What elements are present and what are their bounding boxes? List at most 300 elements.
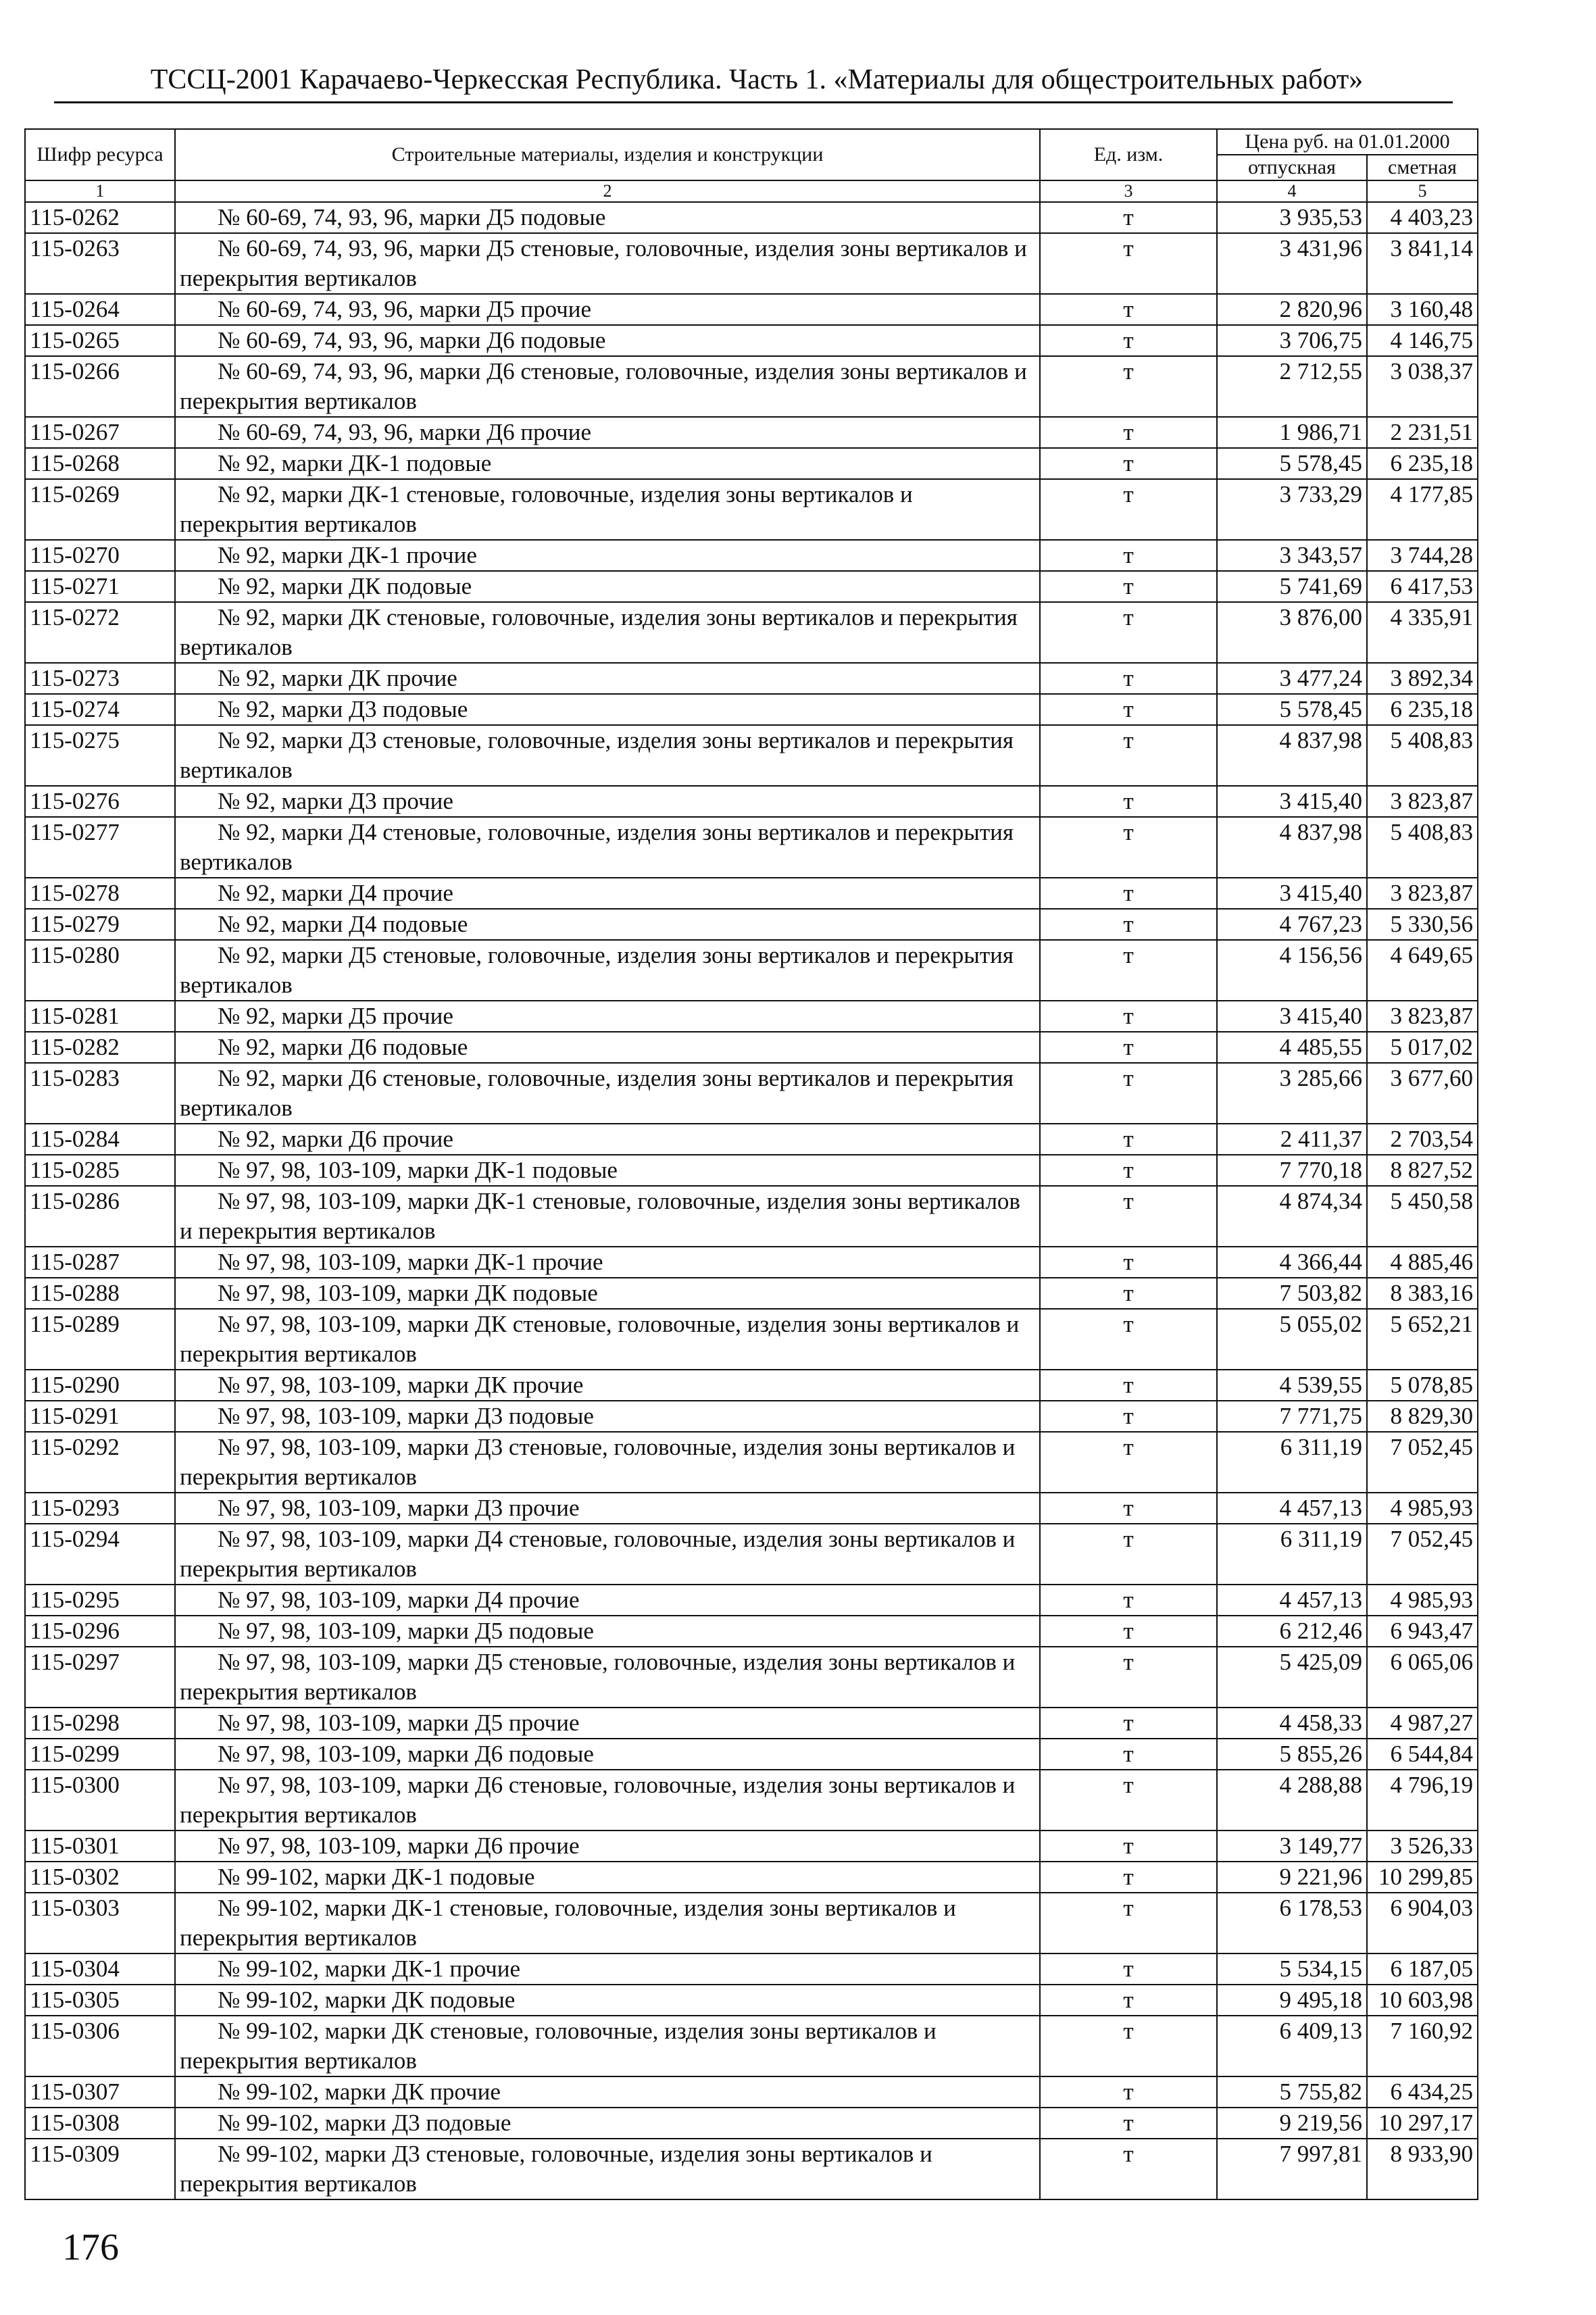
- release-price: 3 343,57: [1217, 540, 1367, 571]
- material-name: № 60-69, 74, 93, 96, марки Д6 прочие: [175, 417, 1040, 448]
- release-price: 4 837,98: [1217, 725, 1367, 786]
- resource-code: 115-0302: [25, 1862, 175, 1893]
- estimate-price: 4 649,65: [1367, 940, 1478, 1001]
- release-price: 5 534,15: [1217, 1953, 1367, 1985]
- release-price: 3 733,29: [1217, 479, 1367, 540]
- estimate-price: 10 297,17: [1367, 2108, 1478, 2139]
- resource-code: 115-0294: [25, 1524, 175, 1585]
- resource-code: 115-0308: [25, 2108, 175, 2139]
- release-price: 4 539,55: [1217, 1370, 1367, 1401]
- resource-code: 115-0274: [25, 694, 175, 725]
- table-row: [25, 2139, 1478, 2199]
- table-row: [25, 1370, 1478, 1401]
- release-price: 4 767,23: [1217, 909, 1367, 940]
- estimate-price: 4 796,19: [1367, 1770, 1478, 1831]
- resource-code: 115-0282: [25, 1032, 175, 1063]
- resource-code: 115-0295: [25, 1585, 175, 1616]
- table-row: [25, 1739, 1478, 1770]
- material-name: № 92, марки ДК прочие: [175, 663, 1040, 694]
- material-name: № 97, 98, 103-109, марки ДК-1 стеновые, головочные, изделия зоны вертикалов и перекрытия вертикалов: [175, 1186, 1040, 1247]
- estimate-price: 5 652,21: [1367, 1309, 1478, 1370]
- resource-code: 115-0272: [25, 602, 175, 663]
- table-row: [25, 1953, 1478, 1985]
- estimate-price: 6 943,47: [1367, 1616, 1478, 1647]
- release-price: 4 485,55: [1217, 1032, 1367, 1063]
- resource-code: 115-0283: [25, 1063, 175, 1124]
- resource-code: 115-0297: [25, 1647, 175, 1708]
- table-row: [25, 694, 1478, 725]
- header-price-release: отпускная: [1217, 155, 1367, 180]
- table-row: [25, 909, 1478, 940]
- unit-of-measure: т: [1040, 1247, 1217, 1278]
- release-price: 3 285,66: [1217, 1063, 1367, 1124]
- table-row: [25, 1432, 1478, 1493]
- release-price: 3 415,40: [1217, 1001, 1367, 1032]
- material-name: № 92, марки Д4 стеновые, головочные, изделия зоны вертикалов и перекрытия вертикалов: [175, 817, 1040, 878]
- resource-code: 115-0301: [25, 1831, 175, 1862]
- release-price: 6 409,13: [1217, 2016, 1367, 2076]
- unit-of-measure: т: [1040, 1616, 1217, 1647]
- table-row: [25, 448, 1478, 479]
- resource-code: 115-0262: [25, 202, 175, 233]
- material-name: № 97, 98, 103-109, марки Д3 стеновые, головочные, изделия зоны вертикалов и перекрытия вертикалов: [175, 1432, 1040, 1493]
- resource-code: 115-0289: [25, 1309, 175, 1370]
- estimate-price: 4 335,91: [1367, 602, 1478, 663]
- release-price: 3 415,40: [1217, 878, 1367, 909]
- estimate-price: 5 078,85: [1367, 1370, 1478, 1401]
- table-row: [25, 602, 1478, 663]
- unit-of-measure: т: [1040, 202, 1217, 233]
- material-name: № 60-69, 74, 93, 96, марки Д6 стеновые, головочные, изделия зоны вертикалов и перекрытия вертикалов: [175, 356, 1040, 417]
- resource-code: 115-0291: [25, 1401, 175, 1432]
- estimate-price: 6 235,18: [1367, 694, 1478, 725]
- unit-of-measure: т: [1040, 1278, 1217, 1309]
- release-price: 7 770,18: [1217, 1155, 1367, 1186]
- material-name: № 92, марки Д6 прочие: [175, 1124, 1040, 1155]
- estimate-price: 7 160,92: [1367, 2016, 1478, 2076]
- resource-code: 115-0279: [25, 909, 175, 940]
- table-row: [25, 786, 1478, 817]
- unit-of-measure: т: [1040, 356, 1217, 417]
- material-name: № 60-69, 74, 93, 96, марки Д5 прочие: [175, 294, 1040, 325]
- resource-code: 115-0265: [25, 325, 175, 356]
- unit-of-measure: т: [1040, 725, 1217, 786]
- table-row: [25, 233, 1478, 294]
- unit-of-measure: т: [1040, 571, 1217, 602]
- release-price: 9 495,18: [1217, 1985, 1367, 2016]
- unit-of-measure: т: [1040, 448, 1217, 479]
- resource-code: 115-0304: [25, 1953, 175, 1985]
- release-price: 3 415,40: [1217, 786, 1367, 817]
- resource-code: 115-0287: [25, 1247, 175, 1278]
- estimate-price: 3 823,87: [1367, 1001, 1478, 1032]
- material-name: № 92, марки Д3 стеновые, головочные, изделия зоны вертикалов и перекрытия вертикалов: [175, 725, 1040, 786]
- resource-code: 115-0278: [25, 878, 175, 909]
- material-name: № 99-102, марки ДК прочие: [175, 2076, 1040, 2108]
- material-name: № 99-102, марки Д3 стеновые, головочные, изделия зоны вертикалов и перекрытия вертикалов: [175, 2139, 1040, 2199]
- material-name: № 97, 98, 103-109, марки Д3 прочие: [175, 1493, 1040, 1524]
- estimate-price: 6 544,84: [1367, 1739, 1478, 1770]
- release-price: 6 212,46: [1217, 1616, 1367, 1647]
- unit-of-measure: т: [1040, 1893, 1217, 1953]
- column-number: 4: [1217, 180, 1367, 202]
- table-row: [25, 1001, 1478, 1032]
- table-row: [25, 1831, 1478, 1862]
- page-number: 176: [62, 2226, 119, 2268]
- table-row: [25, 2016, 1478, 2076]
- table-row: [25, 1616, 1478, 1647]
- header-unit: Ед. изм.: [1040, 129, 1217, 180]
- resource-code: 115-0290: [25, 1370, 175, 1401]
- unit-of-measure: т: [1040, 878, 1217, 909]
- unit-of-measure: т: [1040, 1063, 1217, 1124]
- material-name: № 97, 98, 103-109, марки Д3 подовые: [175, 1401, 1040, 1432]
- unit-of-measure: т: [1040, 325, 1217, 356]
- estimate-price: 5 450,58: [1367, 1186, 1478, 1247]
- column-number-row: [25, 180, 1478, 202]
- material-name: № 97, 98, 103-109, марки Д5 подовые: [175, 1616, 1040, 1647]
- release-price: 5 741,69: [1217, 571, 1367, 602]
- unit-of-measure: т: [1040, 1985, 1217, 2016]
- release-price: 5 755,82: [1217, 2076, 1367, 2108]
- material-name: № 92, марки Д4 подовые: [175, 909, 1040, 940]
- release-price: 3 431,96: [1217, 233, 1367, 294]
- material-name: № 92, марки ДК-1 стеновые, головочные, изделия зоны вертикалов и перекрытия вертикалов: [175, 479, 1040, 540]
- material-name: № 97, 98, 103-109, марки Д4 прочие: [175, 1585, 1040, 1616]
- estimate-price: 6 235,18: [1367, 448, 1478, 479]
- release-price: 6 178,53: [1217, 1893, 1367, 1953]
- resource-code: 115-0284: [25, 1124, 175, 1155]
- resource-code: 115-0280: [25, 940, 175, 1001]
- resource-code: 115-0296: [25, 1616, 175, 1647]
- header-price-estimate: сметная: [1367, 155, 1478, 180]
- material-name: № 97, 98, 103-109, марки Д6 стеновые, головочные, изделия зоны вертикалов и перекрытия вертикалов: [175, 1770, 1040, 1831]
- estimate-price: 3 823,87: [1367, 786, 1478, 817]
- column-number: 5: [1367, 180, 1478, 202]
- unit-of-measure: т: [1040, 663, 1217, 694]
- material-name: № 97, 98, 103-109, марки Д6 прочие: [175, 1831, 1040, 1862]
- estimate-price: 5 408,83: [1367, 725, 1478, 786]
- unit-of-measure: т: [1040, 694, 1217, 725]
- estimate-price: 8 827,52: [1367, 1155, 1478, 1186]
- unit-of-measure: т: [1040, 2016, 1217, 2076]
- page-header-title: ТССЦ-2001 Карачаево-Черкесская Республика. Часть 1. «Материалы для общестроительных работ»: [150, 64, 1364, 95]
- release-price: 5 578,45: [1217, 694, 1367, 725]
- release-price: 3 935,53: [1217, 202, 1367, 233]
- table-row: [25, 479, 1478, 540]
- unit-of-measure: т: [1040, 1401, 1217, 1432]
- header-code: Шифр ресурса: [25, 129, 175, 180]
- unit-of-measure: т: [1040, 817, 1217, 878]
- table-row: [25, 1985, 1478, 2016]
- estimate-price: 4 987,27: [1367, 1708, 1478, 1739]
- resource-code: 115-0275: [25, 725, 175, 786]
- unit-of-measure: т: [1040, 1862, 1217, 1893]
- table-row: [25, 940, 1478, 1001]
- table-row: [25, 1708, 1478, 1739]
- unit-of-measure: т: [1040, 1309, 1217, 1370]
- unit-of-measure: т: [1040, 1186, 1217, 1247]
- release-price: 9 221,96: [1217, 1862, 1367, 1893]
- resource-code: 115-0293: [25, 1493, 175, 1524]
- resource-code: 115-0264: [25, 294, 175, 325]
- unit-of-measure: т: [1040, 1493, 1217, 1524]
- material-name: № 99-102, марки ДК-1 подовые: [175, 1862, 1040, 1893]
- estimate-price: 3 677,60: [1367, 1063, 1478, 1124]
- table-row: [25, 1770, 1478, 1831]
- unit-of-measure: т: [1040, 1708, 1217, 1739]
- resource-code: 115-0286: [25, 1186, 175, 1247]
- unit-of-measure: т: [1040, 940, 1217, 1001]
- estimate-price: 7 052,45: [1367, 1524, 1478, 1585]
- header-price-group: Цена руб. на 01.01.2000: [1217, 129, 1478, 155]
- estimate-price: 4 985,93: [1367, 1585, 1478, 1616]
- release-price: 5 578,45: [1217, 448, 1367, 479]
- unit-of-measure: т: [1040, 294, 1217, 325]
- material-name: № 97, 98, 103-109, марки ДК прочие: [175, 1370, 1040, 1401]
- material-name: № 92, марки Д4 прочие: [175, 878, 1040, 909]
- table-row: [25, 725, 1478, 786]
- resource-code: 115-0281: [25, 1001, 175, 1032]
- resource-code: 115-0267: [25, 417, 175, 448]
- table-row: [25, 417, 1478, 448]
- material-name: № 97, 98, 103-109, марки Д5 стеновые, головочные, изделия зоны вертикалов и перекрытия вертикалов: [175, 1647, 1040, 1708]
- unit-of-measure: т: [1040, 602, 1217, 663]
- release-price: 3 706,75: [1217, 325, 1367, 356]
- material-name: № 99-102, марки Д3 подовые: [175, 2108, 1040, 2139]
- material-name: № 99-102, марки ДК стеновые, головочные, изделия зоны вертикалов и перекрытия вертикалов: [175, 2016, 1040, 2076]
- release-price: 3 149,77: [1217, 1831, 1367, 1862]
- release-price: 1 986,71: [1217, 417, 1367, 448]
- material-name: № 92, марки Д5 прочие: [175, 1001, 1040, 1032]
- material-name: № 92, марки ДК подовые: [175, 571, 1040, 602]
- table-row: [25, 1401, 1478, 1432]
- header-name: Строительные материалы, изделия и конструкции: [175, 129, 1040, 180]
- material-name: № 97, 98, 103-109, марки ДК подовые: [175, 1278, 1040, 1309]
- material-name: № 99-102, марки ДК подовые: [175, 1985, 1040, 2016]
- resource-code: 115-0309: [25, 2139, 175, 2199]
- table-row: [25, 878, 1478, 909]
- material-name: № 60-69, 74, 93, 96, марки Д5 подовые: [175, 202, 1040, 233]
- table-row: [25, 1893, 1478, 1953]
- estimate-price: 4 403,23: [1367, 202, 1478, 233]
- unit-of-measure: т: [1040, 1647, 1217, 1708]
- resource-code: 115-0276: [25, 786, 175, 817]
- estimate-price: 8 933,90: [1367, 2139, 1478, 2199]
- resource-code: 115-0288: [25, 1278, 175, 1309]
- estimate-price: 3 160,48: [1367, 294, 1478, 325]
- release-price: 7 503,82: [1217, 1278, 1367, 1309]
- estimate-price: 4 177,85: [1367, 479, 1478, 540]
- release-price: 2 411,37: [1217, 1124, 1367, 1155]
- unit-of-measure: т: [1040, 479, 1217, 540]
- table-row: [25, 294, 1478, 325]
- unit-of-measure: т: [1040, 417, 1217, 448]
- material-name: № 92, марки Д6 стеновые, головочные, изделия зоны вертикалов и перекрытия вертикалов: [175, 1063, 1040, 1124]
- resource-code: 115-0266: [25, 356, 175, 417]
- material-name: № 92, марки ДК стеновые, головочные, изделия зоны вертикалов и перекрытия вертикалов: [175, 602, 1040, 663]
- table-row: [25, 1862, 1478, 1893]
- table-row: [25, 1309, 1478, 1370]
- table-row: [25, 1124, 1478, 1155]
- release-price: 5 055,02: [1217, 1309, 1367, 1370]
- material-name: № 99-102, марки ДК-1 стеновые, головочные, изделия зоны вертикалов и перекрытия вертикалов: [175, 1893, 1040, 1953]
- material-name: № 97, 98, 103-109, марки ДК-1 подовые: [175, 1155, 1040, 1186]
- table-row: [25, 817, 1478, 878]
- resource-code: 115-0269: [25, 479, 175, 540]
- column-number: 1: [25, 180, 175, 202]
- unit-of-measure: т: [1040, 1585, 1217, 1616]
- resource-code: 115-0307: [25, 2076, 175, 2108]
- resource-code: 115-0285: [25, 1155, 175, 1186]
- estimate-price: 6 434,25: [1367, 2076, 1478, 2108]
- release-price: 4 837,98: [1217, 817, 1367, 878]
- unit-of-measure: т: [1040, 1032, 1217, 1063]
- release-price: 9 219,56: [1217, 2108, 1367, 2139]
- estimate-price: 10 603,98: [1367, 1985, 1478, 2016]
- unit-of-measure: т: [1040, 1831, 1217, 1862]
- material-name: № 92, марки ДК-1 подовые: [175, 448, 1040, 479]
- resource-code: 115-0300: [25, 1770, 175, 1831]
- release-price: 3 477,24: [1217, 663, 1367, 694]
- estimate-price: 3 892,34: [1367, 663, 1478, 694]
- material-name: № 97, 98, 103-109, марки Д5 прочие: [175, 1708, 1040, 1739]
- table-row: [25, 1247, 1478, 1278]
- unit-of-measure: т: [1040, 909, 1217, 940]
- release-price: 2 712,55: [1217, 356, 1367, 417]
- release-price: 5 425,09: [1217, 1647, 1367, 1708]
- unit-of-measure: т: [1040, 1524, 1217, 1585]
- material-name: № 60-69, 74, 93, 96, марки Д6 подовые: [175, 325, 1040, 356]
- release-price: 2 820,96: [1217, 294, 1367, 325]
- unit-of-measure: т: [1040, 1124, 1217, 1155]
- estimate-price: 5 330,56: [1367, 909, 1478, 940]
- material-name: № 60-69, 74, 93, 96, марки Д5 стеновые, головочные, изделия зоны вертикалов и перекрытия вертикалов: [175, 233, 1040, 294]
- resource-code: 115-0263: [25, 233, 175, 294]
- estimate-price: 2 231,51: [1367, 417, 1478, 448]
- table-row: [25, 2108, 1478, 2139]
- estimate-price: 3 841,14: [1367, 233, 1478, 294]
- resource-code: 115-0271: [25, 571, 175, 602]
- resource-code: 115-0305: [25, 1985, 175, 2016]
- table-row: [25, 1647, 1478, 1708]
- table-row: [25, 1585, 1478, 1616]
- table-row: [25, 1032, 1478, 1063]
- table-row: [25, 202, 1478, 233]
- resource-price-table: [24, 128, 1478, 2200]
- material-name: № 99-102, марки ДК-1 прочие: [175, 1953, 1040, 1985]
- resource-code: 115-0292: [25, 1432, 175, 1493]
- estimate-price: 3 038,37: [1367, 356, 1478, 417]
- column-number: 2: [175, 180, 1040, 202]
- table-row: [25, 1278, 1478, 1309]
- estimate-price: 8 383,16: [1367, 1278, 1478, 1309]
- table-row: [25, 356, 1478, 417]
- unit-of-measure: т: [1040, 2139, 1217, 2199]
- estimate-price: 10 299,85: [1367, 1862, 1478, 1893]
- estimate-price: 7 052,45: [1367, 1432, 1478, 1493]
- estimate-price: 4 985,93: [1367, 1493, 1478, 1524]
- table-row: [25, 663, 1478, 694]
- release-price: 7 997,81: [1217, 2139, 1367, 2199]
- table-body: [25, 202, 1478, 2199]
- release-price: 4 156,56: [1217, 940, 1367, 1001]
- estimate-price: 3 823,87: [1367, 878, 1478, 909]
- release-price: 3 876,00: [1217, 602, 1367, 663]
- table-row: [25, 1063, 1478, 1124]
- table-row: [25, 571, 1478, 602]
- unit-of-measure: т: [1040, 1432, 1217, 1493]
- release-price: 4 874,34: [1217, 1186, 1367, 1247]
- resource-code: 115-0270: [25, 540, 175, 571]
- unit-of-measure: т: [1040, 233, 1217, 294]
- table-row: [25, 1524, 1478, 1585]
- resource-code: 115-0273: [25, 663, 175, 694]
- table-row: [25, 1155, 1478, 1186]
- release-price: 4 366,44: [1217, 1247, 1367, 1278]
- header-divider: [54, 101, 1453, 103]
- material-name: № 92, марки Д3 подовые: [175, 694, 1040, 725]
- material-name: № 97, 98, 103-109, марки Д6 подовые: [175, 1739, 1040, 1770]
- release-price: 5 855,26: [1217, 1739, 1367, 1770]
- unit-of-measure: т: [1040, 786, 1217, 817]
- release-price: 4 457,13: [1217, 1493, 1367, 1524]
- table-row: [25, 1493, 1478, 1524]
- material-name: № 92, марки Д6 подовые: [175, 1032, 1040, 1063]
- estimate-price: 3 526,33: [1367, 1831, 1478, 1862]
- unit-of-measure: т: [1040, 1370, 1217, 1401]
- release-price: 4 457,13: [1217, 1585, 1367, 1616]
- resource-code: 115-0277: [25, 817, 175, 878]
- material-name: № 92, марки Д5 стеновые, головочные, изделия зоны вертикалов и перекрытия вертикалов: [175, 940, 1040, 1001]
- resource-code: 115-0298: [25, 1708, 175, 1739]
- unit-of-measure: т: [1040, 1155, 1217, 1186]
- unit-of-measure: т: [1040, 1770, 1217, 1831]
- column-number: 3: [1040, 180, 1217, 202]
- table-row: [25, 2076, 1478, 2108]
- unit-of-measure: т: [1040, 1001, 1217, 1032]
- estimate-price: 4 146,75: [1367, 325, 1478, 356]
- release-price: 6 311,19: [1217, 1432, 1367, 1493]
- release-price: 6 311,19: [1217, 1524, 1367, 1585]
- material-name: № 97, 98, 103-109, марки Д4 стеновые, головочные, изделия зоны вертикалов и перекрытия вертикалов: [175, 1524, 1040, 1585]
- table-row: [25, 1186, 1478, 1247]
- estimate-price: 6 417,53: [1367, 571, 1478, 602]
- unit-of-measure: т: [1040, 540, 1217, 571]
- estimate-price: 8 829,30: [1367, 1401, 1478, 1432]
- estimate-price: 5 408,83: [1367, 817, 1478, 878]
- table-row: [25, 325, 1478, 356]
- table-row: [25, 540, 1478, 571]
- material-name: № 92, марки Д3 прочие: [175, 786, 1040, 817]
- estimate-price: 3 744,28: [1367, 540, 1478, 571]
- estimate-price: 6 904,03: [1367, 1893, 1478, 1953]
- resource-code: 115-0268: [25, 448, 175, 479]
- unit-of-measure: т: [1040, 2076, 1217, 2108]
- release-price: 4 288,88: [1217, 1770, 1367, 1831]
- material-name: № 97, 98, 103-109, марки ДК стеновые, головочные, изделия зоны вертикалов и перекрытия вертикалов: [175, 1309, 1040, 1370]
- unit-of-measure: т: [1040, 1953, 1217, 1985]
- estimate-price: 6 065,06: [1367, 1647, 1478, 1708]
- estimate-price: 5 017,02: [1367, 1032, 1478, 1063]
- material-name: № 97, 98, 103-109, марки ДК-1 прочие: [175, 1247, 1040, 1278]
- release-price: 4 458,33: [1217, 1708, 1367, 1739]
- resource-code: 115-0303: [25, 1893, 175, 1953]
- estimate-price: 2 703,54: [1367, 1124, 1478, 1155]
- estimate-price: 4 885,46: [1367, 1247, 1478, 1278]
- unit-of-measure: т: [1040, 2108, 1217, 2139]
- release-price: 7 771,75: [1217, 1401, 1367, 1432]
